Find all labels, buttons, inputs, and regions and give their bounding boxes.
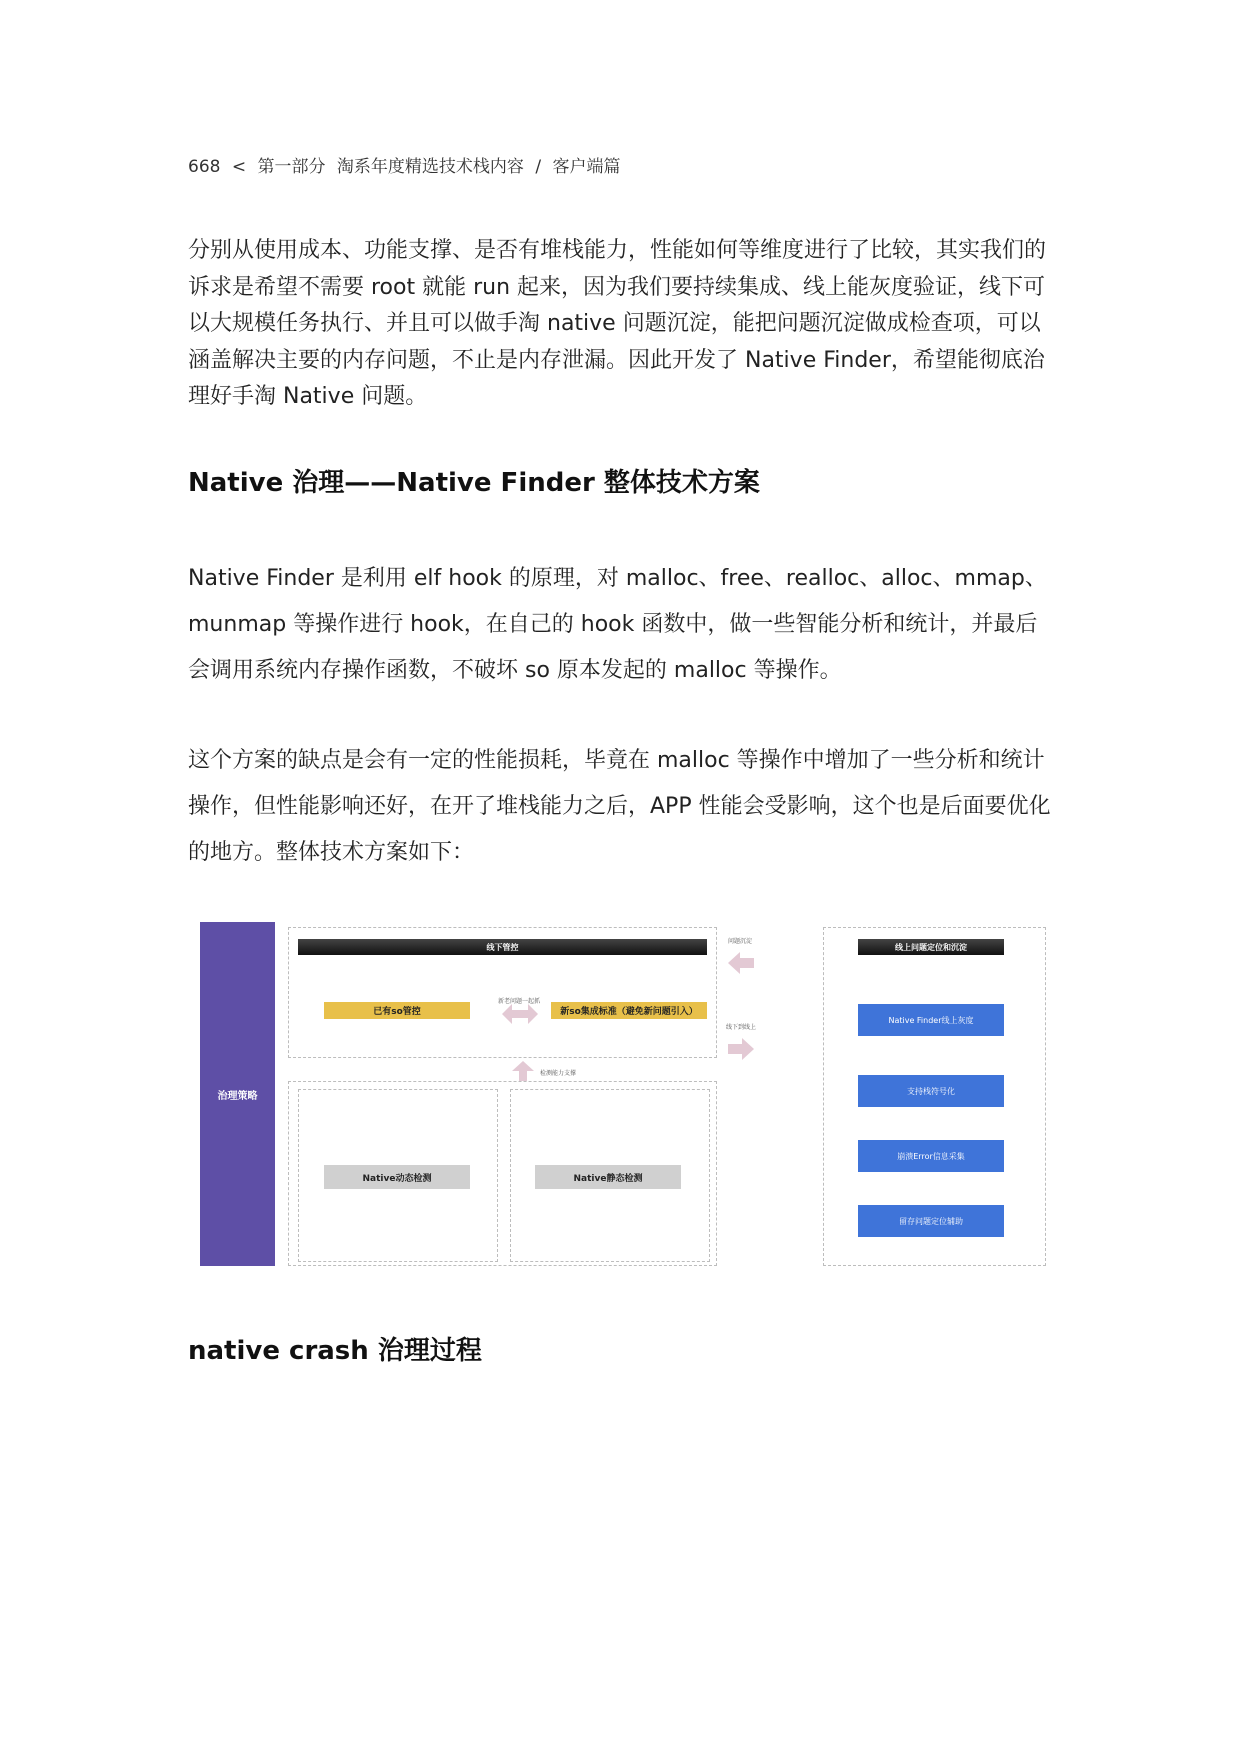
new-so-standard-box: 新so集成标准（避免新问题引入） — [551, 1002, 707, 1019]
problem-sediment-label: 问题沉淀 — [728, 938, 753, 945]
section-label: 客户端篇 — [552, 157, 621, 177]
part-label: 第一部分 — [257, 157, 326, 177]
book-title: 淘系年度精选技术栈内容 — [336, 157, 524, 177]
online-item-locate-assist: 留存问题定位辅助 — [858, 1205, 1004, 1237]
section-heading-native-crash: native crash 治理过程 — [188, 1336, 482, 1366]
running-header — [188, 152, 626, 177]
chevron-left-icon: < — [231, 157, 247, 177]
strategy-label: 治理策略 — [217, 1090, 258, 1102]
up-arrow-icon — [512, 1061, 534, 1081]
new-old-label: 新老问题一起抓 — [498, 998, 541, 1005]
existing-so-box: 已有so管控 — [324, 1002, 470, 1019]
section-heading-native-finder: Native 治理——Native Finder 整体技术方案 — [188, 468, 760, 498]
paragraph-drawbacks: 这个方案的缺点是会有一定的性能损耗，毕竟在 malloc 等操作中增加了一些分析和统计操作，但性能影响还好，在开了堆栈能力之后，APP 性能会受影响，这个也是后面要优化的地方。整体技术方案如下： — [188, 748, 1051, 865]
left-arrow-icon — [728, 952, 754, 974]
detection-support-label: 检测能力支撑 — [540, 1070, 577, 1077]
double-arrow-icon — [502, 1003, 538, 1025]
strategy-column — [200, 922, 275, 1266]
online-item-error-collection: 崩溃Error信息采集 — [858, 1140, 1004, 1172]
offline-control-title: 线下管控 — [298, 939, 707, 955]
native-dynamic-detection-box: Native动态检测 — [324, 1165, 470, 1189]
paragraph-elf-hook: Native Finder 是利用 elf hook 的原理，对 malloc、free、realloc、alloc、mmap、munmap 等操作进行 hook，在自己的 hook 函数中，做一些智能分析和统计，并最后会调用系统内存操作函数，不破坏 so 原本发起的 malloc 等操作。 — [188, 566, 1047, 683]
native-static-detection-box: Native静态检测 — [535, 1165, 681, 1189]
offline-to-online-label: 线下到线上 — [726, 1024, 757, 1031]
right-arrow-icon — [728, 1038, 754, 1060]
online-title: 线上问题定位和沉淀 — [858, 939, 1004, 955]
online-item-symbolization: 支持栈符号化 — [858, 1075, 1004, 1107]
online-item-gray-release: Native Finder线上灰度 — [858, 1004, 1004, 1036]
architecture-diagram — [198, 922, 1046, 1266]
page-number: 668 — [188, 157, 221, 177]
paragraph-comparison: 分别从使用成本、功能支撑、是否有堆栈能力，性能如何等维度进行了比较，其实我们的诉求是希望不需要 root 就能 run 起来，因为我们要持续集成、线上能灰度验证，线下可以大规模任务执行、并且可以做手淘 native 问题沉淀，能把问题沉淀做成检查项，可以涵盖解决主要的内存问题，不止是内存泄漏。因此开发了 Native Finder，希望能彻底治理好手淘 Native 问题。 — [188, 238, 1047, 409]
slash-separator: / — [535, 157, 542, 177]
